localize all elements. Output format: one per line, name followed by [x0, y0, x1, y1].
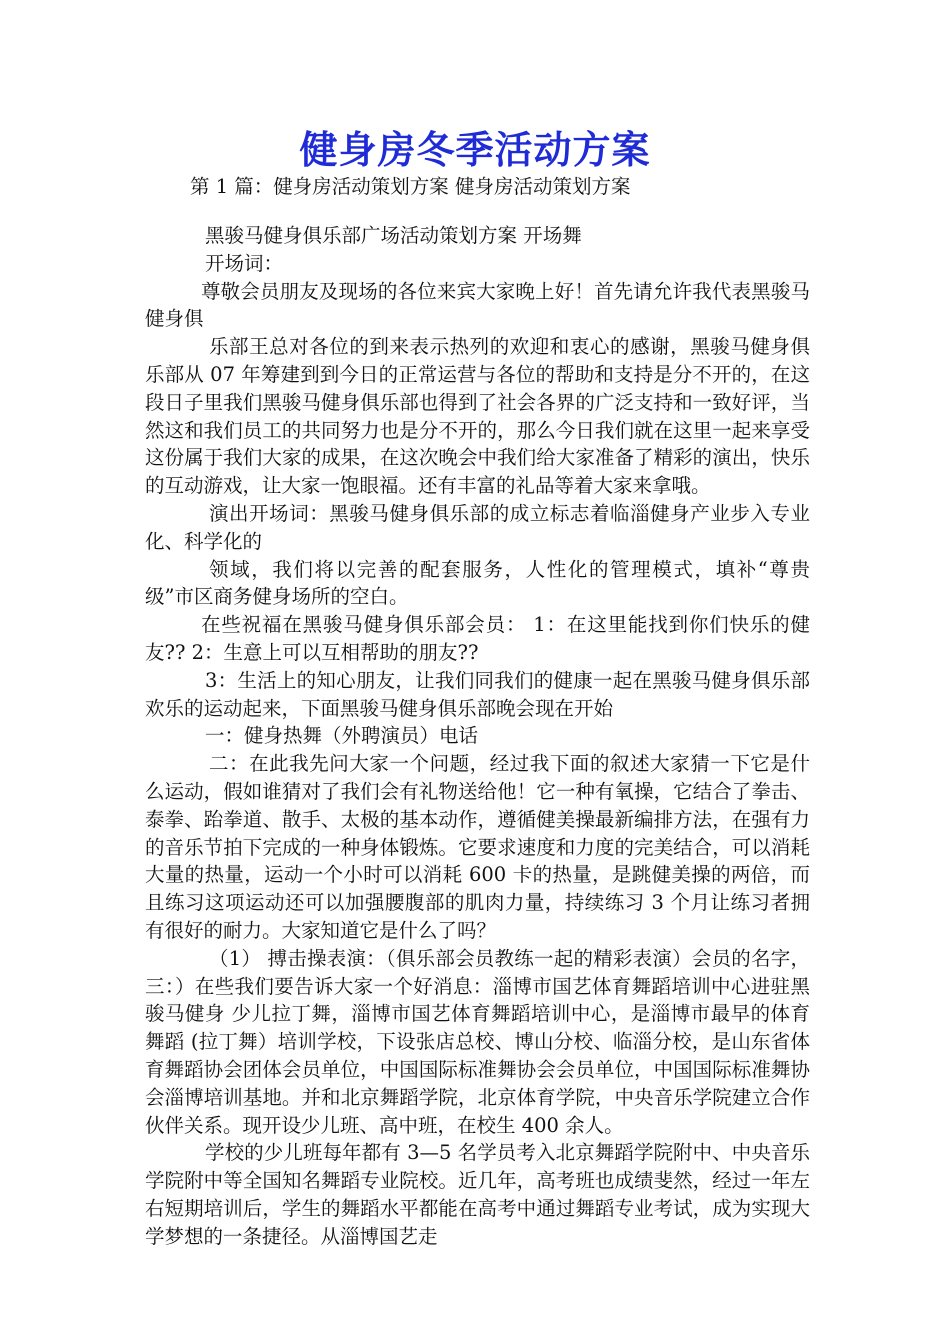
document-body — [145, 222, 810, 1250]
paragraph-school: 学校的少儿班每年都有 3—5 名学员考入北京舞蹈学院附中、中央音乐学院附中等全国知名舞蹈专业院校。近几年，高考班也成绩斐然，经过一年左右短期培训后，学生的舞蹈水平都能在高考中通过舞蹈专业考试，成为实现大学梦想的一条捷径。从淄博国艺走 — [145, 1141, 810, 1248]
document-title: 健身房冬季活动方案 — [299, 127, 651, 172]
paragraph-friends: 3：生活上的知心朋友，让我们同我们的健康一起在黑骏马健身俱乐部欢乐的运动起来，下面黑骏马健身俱乐部晚会现在开始 — [145, 668, 810, 720]
paragraph-opening-dance: 黑骏马健身俱乐部广场活动策划方案 开场舞 — [205, 224, 582, 247]
paragraph-program-one: 一：健身热舞（外聘演员）电话 — [205, 724, 479, 748]
paragraph-opening-words-label: 开场词： — [205, 251, 284, 275]
paragraph-greeting: 尊敬会员朋友及现场的各位来宾大家晚上好！首先请允许我代表黑骏马健身俱 — [145, 279, 810, 331]
paragraph-program-two: 二：在此我先问大家一个问题，经过我下面的叙述大家猜一下它是什么运动，假如谁猜对了我们会有礼物送给他！它一种有氧操，它结合了拳击、泰拳、跆拳道、散手、太极的基本动作，遵循健美操最新编排方法，在强有力的音乐节拍下完成的一种身体锻炼。它要求速度和力度的完美结合，可以消耗大量的热量，运动一个小时可以消耗 600 卡的热量，是跳健美操的两倍，而且练习这项运动还可以加强腰腹部的肌肉力量，持续练习 3 个月让练习者拥有很好的耐力。大家知道它是什么了吗？ — [145, 752, 810, 942]
document-subtitle: 第 1 篇：健身房活动策划方案 健身房活动策划方案 — [190, 175, 631, 198]
paragraph-thanks: 乐部王总对各位的到来表示热列的欢迎和衷心的感谢，黑骏马健身俱乐部从 07 年筹建到到今日的正常运营与各位的帮助和支持是分不开的，在这段日子里我们黑骏马健身俱乐部也得到了社会各界的广泛支持和一致好评，当然这和我们员工的共同努力也是分不开的，那么今日我们就在这里一起来享受这份属于我们大家的成果，在这次晚会中我们给大家准备了精彩的演出，快乐的互动游戏，让大家一饱眼福。还有丰富的礼品等着大家来拿哦。 — [145, 335, 810, 498]
paragraph-field: 领域，我们将以完善的配套服务，人性化的管理模式，填补“尊贵级”市区商务健身场所的空白。 — [145, 557, 810, 609]
paragraph-performance-opening: 演出开场词：黑骏马健身俱乐部的成立标志着临淄健身产业步入专业化、科学化的 — [145, 501, 810, 553]
paragraph-blessing: 在些祝福在黑骏马健身俱乐部会员： 1：在这里能找到你们快乐的健友?? 2：生意上可以互相帮助的朋友?? — [145, 613, 810, 664]
paragraph-kickboxing: （1） 搏击操表演：（俱乐部会员教练一起的精彩表演）会员的名字， 三：）在些我们要告诉大家一个好消息：淄博市国艺体育舞蹈培训中心进驻黑骏马健身 少儿拉丁舞，淄博市国艺体育舞蹈培训中心，是淄博市最早的体育舞蹈 (拉丁舞）培训学校，下设张店总校、博山分校、临淄分校，是山东省体育舞蹈协会团体会员单位，中国国际标准舞协会会员单位，中国国际标准舞协会淄博培训基地。并和北京舞蹈学院，北京体育学院，中央音乐学院建立合作伙伴关系。现开设少儿班、高中班，在校生 400 余人。 — [145, 946, 810, 1137]
